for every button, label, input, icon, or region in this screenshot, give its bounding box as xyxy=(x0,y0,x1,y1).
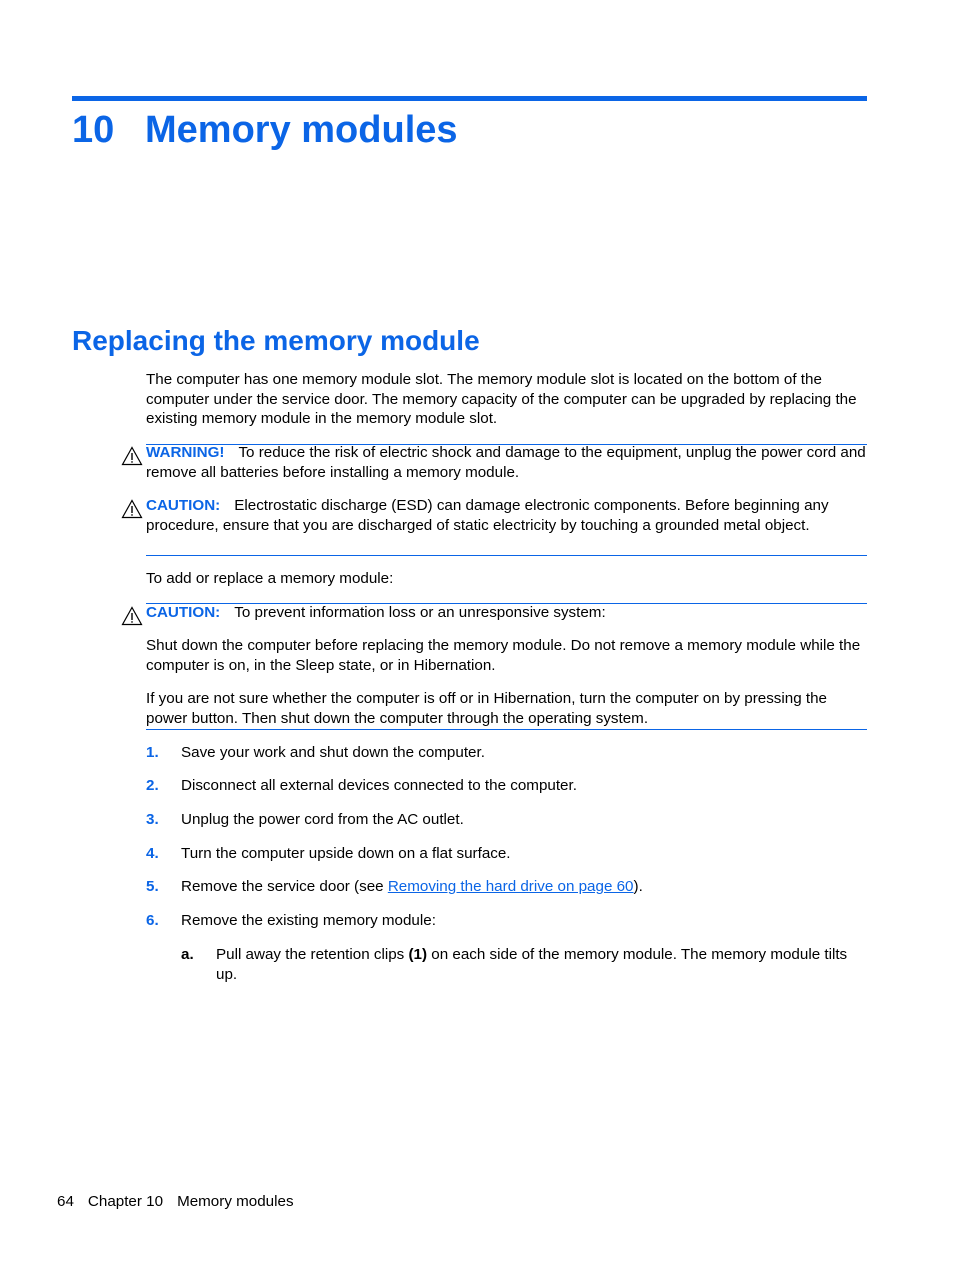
procedure-intro: To add or replace a memory module: xyxy=(146,570,394,587)
substep-text-after: on each side of the memory module. The memory module tilts up. xyxy=(216,946,848,983)
footer-chapter: Chapter 10 xyxy=(87,1193,164,1210)
intro-paragraph: The computer has one memory module slot. The memory module slot is located on the bottom of the computer under the service door. The memory capacity of the computer can be upgraded by replacing the existing memory module in the memory module slot. xyxy=(146,371,857,428)
step-text: Disconnect all external devices connected to the computer. xyxy=(181,777,577,794)
warning-notice xyxy=(146,443,867,482)
caution-text: To prevent information loss or an unresponsive system: xyxy=(234,604,606,621)
step-number: 3. xyxy=(146,811,159,828)
section-title: Replacing the memory module xyxy=(72,325,480,356)
step-text xyxy=(181,877,867,897)
page-number: 64 xyxy=(57,1193,74,1210)
callout-number: (1) xyxy=(408,946,428,963)
caution-label: CAUTION: xyxy=(146,497,221,514)
step-number: 4. xyxy=(146,845,159,862)
notice-bottom-rule xyxy=(146,729,867,730)
step-number: 2. xyxy=(146,777,159,794)
warning-triangle-icon xyxy=(121,446,143,466)
caution-label: CAUTION: xyxy=(146,604,221,621)
chapter-number: 10 xyxy=(72,109,115,151)
cross-reference-link[interactable]: Removing the hard drive on page 60 xyxy=(387,878,634,895)
substep-text-before: Pull away the retention clips xyxy=(216,946,409,963)
step-text: Turn the computer upside down on a flat surface. xyxy=(181,845,511,862)
warning-triangle-icon xyxy=(121,606,143,626)
caution-notice xyxy=(146,496,867,535)
step-text: Remove the existing memory module: xyxy=(181,912,436,929)
step-number: 1. xyxy=(146,744,159,761)
step-text: Save your work and shut down the computer. xyxy=(181,744,485,761)
substep-text xyxy=(216,945,867,984)
step-text-before: Remove the service door (see xyxy=(181,878,388,895)
caution-notice-2 xyxy=(146,603,867,623)
warning-text: To reduce the risk of electric shock and damage to the equipment, unplug the power cord and remove all batteries before installing a memory module. xyxy=(146,444,866,481)
substep-letter: a. xyxy=(181,946,194,963)
step-text: Unplug the power cord from the AC outlet. xyxy=(181,811,464,828)
step-number: 6. xyxy=(146,912,159,929)
step-text-after: ). xyxy=(633,878,643,895)
chapter-top-rule xyxy=(72,96,867,101)
caution-paragraph: If you are not sure whether the computer is off or in Hibernation, turn the computer on by pressing the power button. Then shut down the computer through the operating system. xyxy=(146,690,827,727)
warning-label: WARNING! xyxy=(146,444,225,461)
step-number: 5. xyxy=(146,878,159,895)
footer-title: Memory modules xyxy=(177,1193,294,1210)
caution-text: Electrostatic discharge (ESD) can damage electronic components. Before beginning any procedure, ensure that you are discharged of static electricity by touching a grounded metal object. xyxy=(146,497,829,534)
warning-triangle-icon xyxy=(121,499,143,519)
caution-paragraph: Shut down the computer before replacing the memory module. Do not remove a memory module while the computer is on, in the Sleep state, or in Hibernation. xyxy=(146,637,861,674)
notice-bottom-rule xyxy=(146,555,867,556)
chapter-title xyxy=(72,106,458,154)
page-footer xyxy=(57,1192,308,1212)
chapter-title-text: Memory modules xyxy=(145,109,458,151)
